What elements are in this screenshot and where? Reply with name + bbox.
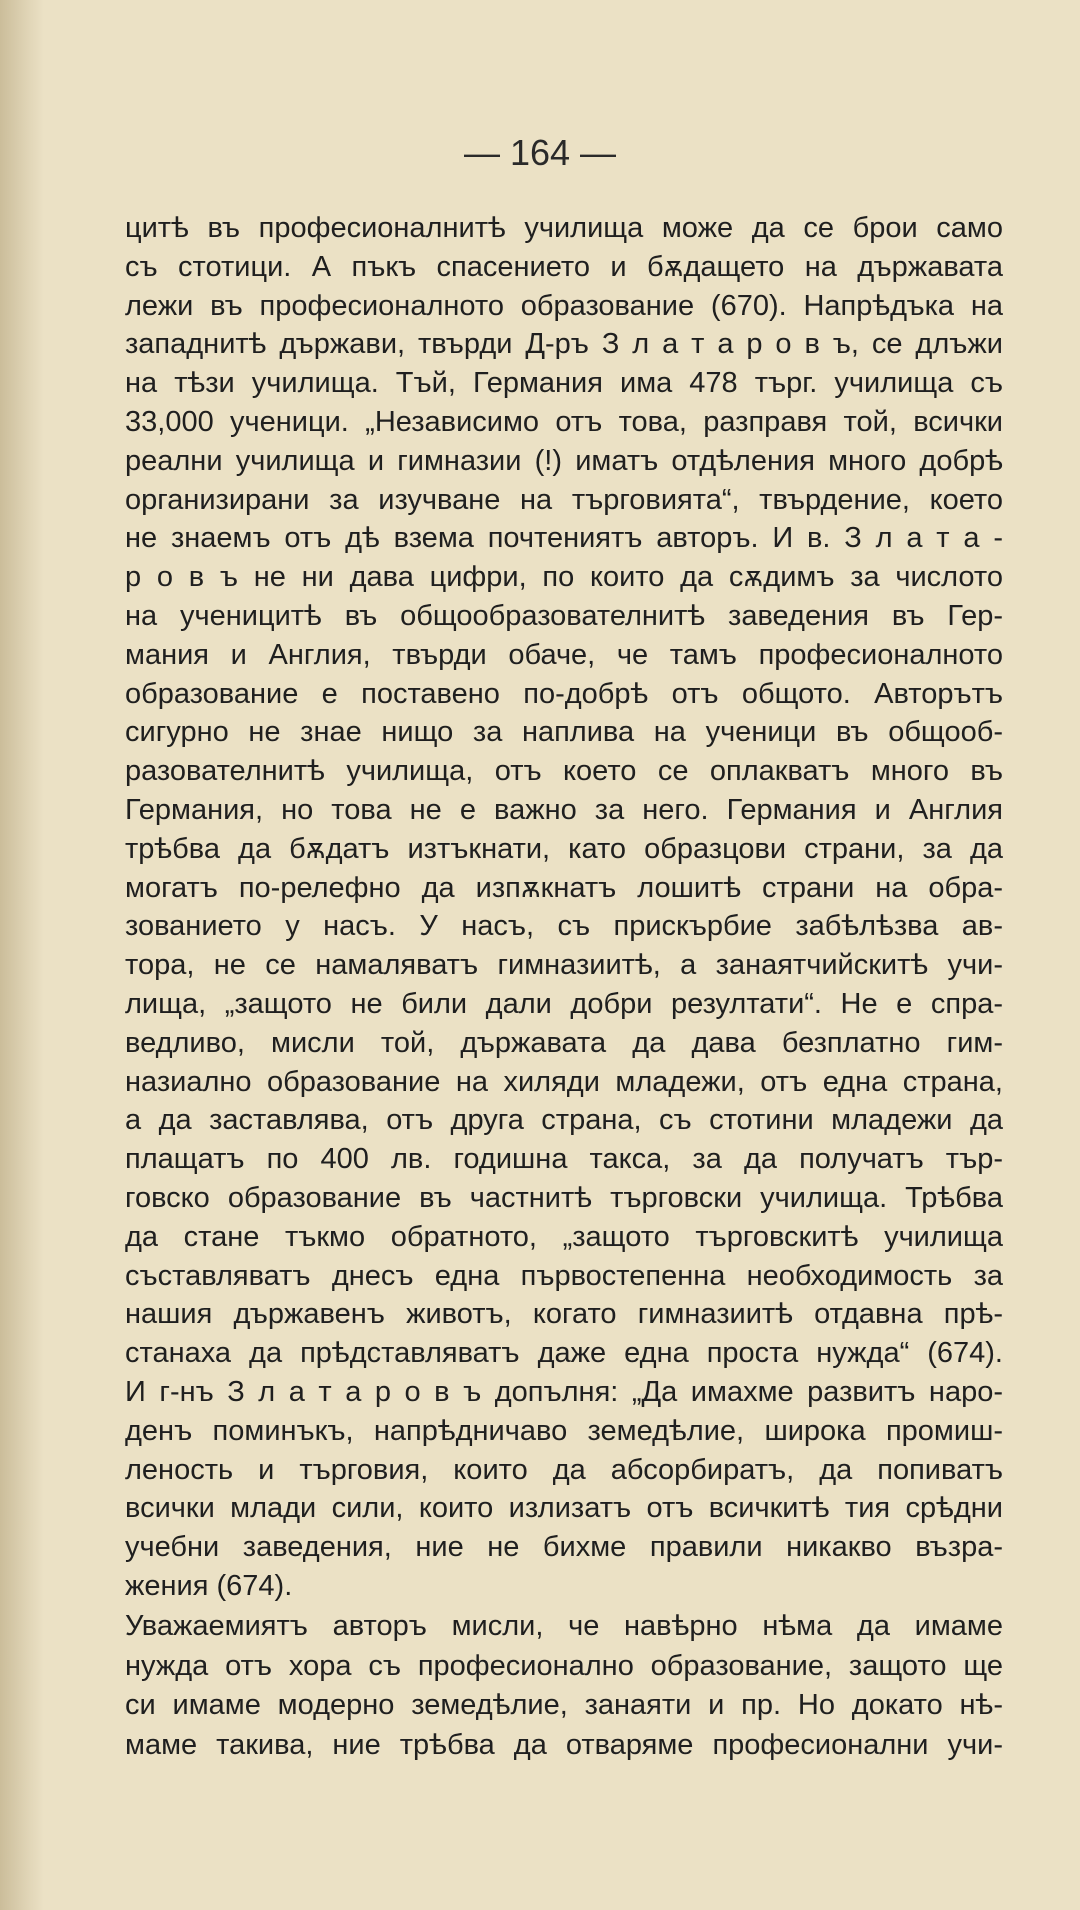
text-line: образование е поставено по-добрѣ отъ общото. Авторътъ [125,677,1003,710]
text-line: нужда отъ хора съ професионално образование, защото ще [125,1649,1003,1682]
text-line: могатъ по-релефно да изпѫкнатъ лошитѣ страни на обра- [125,871,1003,904]
text-line: плащатъ по 400 лв. годишна такса, за да получатъ тър- [125,1143,1003,1176]
text-line: сигурно не знае нищо за наплива на ученици въ общооб- [125,716,1003,749]
text-line: маме такива, ние трѣбва да отваряме професионални учи- [125,1728,1003,1761]
text-line: говско образование въ частнитѣ търговски училища. Трѣбва [125,1181,1003,1214]
text-line: реални училища и гимназии (!) иматъ отдѣления много добрѣ [125,444,1003,477]
page-binding-shadow [0,0,44,1910]
text-line: И г-нъ З л а т а р о в ъ допълня: „Да имахме развитъ наро- [125,1375,1003,1408]
text-line: лежи въ професионалното образование (670). Напрѣдъка на [125,289,1003,322]
text-line: Уважаемиятъ авторъ мисли, че навѣрно нѣма да имаме [125,1610,1003,1642]
text-line: назиално образование на хиляди младежи, отъ една страна, [125,1065,1003,1098]
text-line: леность и търговия, които да абсорбиратъ, да попиватъ [125,1453,1003,1486]
paragraph-2 [125,1607,1003,1765]
text-line: Германия, но това не е важно за него. Германия и Англия [125,793,1003,826]
text-line: организирани за изучване на търговията“, твърдение, което [125,483,1003,516]
text-line: на тѣзи училища. Тъй, Германия има 478 търг. училища съ [125,367,1003,400]
text-line: а да заставлява, отъ друга страна, съ стотини младежи да [125,1104,1003,1137]
text-line: цитѣ въ професионалнитѣ училища може да се брои само [125,212,1003,244]
text-line: си имаме модерно земедѣлие, занаяти и пр. Но докато нѣ- [125,1689,1003,1721]
text-line: зованието у насъ. У насъ, съ прискърбие забѣлѣзва ав- [125,910,1003,943]
text-line: учебни заведения, ние не бихме правили никакво възра- [125,1531,1003,1564]
text-line: станаха да прѣдставляватъ даже една проста нужда“ (674). [125,1337,1003,1370]
text-line: лища, „защото не били дали добри резултати“. Не е спра- [125,987,1003,1020]
text-line: съ стотици. А пъкъ спасението и бѫдащето на държавата [125,250,1003,283]
text-line: трѣбва да бѫдатъ изтъкнати, като образцови страни, за да [125,832,1003,865]
text-line: разователнитѣ училища, отъ което се оплакватъ много въ [125,755,1003,788]
text-line: тора, не се намаляватъ гимназиитѣ, а занаятчийскитѣ учи- [125,949,1003,982]
text-line: всички млади сили, които излизатъ отъ всичкитѣ тия срѣдни [125,1492,1003,1525]
text-line: нашия държавенъ животъ, когато гимназиитѣ отдавна прѣ- [125,1298,1003,1331]
text-line: западнитѣ държави, твърди Д-ръ З л а т а р о в ъ, се длъжи [125,328,1003,361]
text-line: р о в ъ не ни дава цифри, по които да сѫдимъ за числото [125,561,1003,594]
paragraph-1 [125,209,1003,1606]
text-line: съставляватъ днесъ една първостепенна необходимость за [125,1259,1003,1292]
text-line: ведливо, мисли той, държавата да дава безплатно гим- [125,1026,1003,1059]
page-number: — 164 — [463,132,617,173]
text-line: да стане тъкмо обратното, „защото търговскитѣ училища [125,1220,1003,1253]
text-line: денъ поминъкъ, напрѣдничаво земедѣлие, широка промиш- [125,1414,1003,1447]
text-line: мания и Англия, твърди обаче, че тамъ професионалното [125,638,1003,671]
text-line: не знаемъ отъ дѣ взема почтениятъ авторъ. И в. З л а т а - [125,522,1003,555]
text-line: на ученицитѣ въ общообразователнитѣ заведения въ Гер- [125,599,1003,632]
text-line: 33,000 ученици. „Независимо отъ това, разправя той, всички [125,405,1003,438]
text-line: жения (674). [125,1569,293,1602]
